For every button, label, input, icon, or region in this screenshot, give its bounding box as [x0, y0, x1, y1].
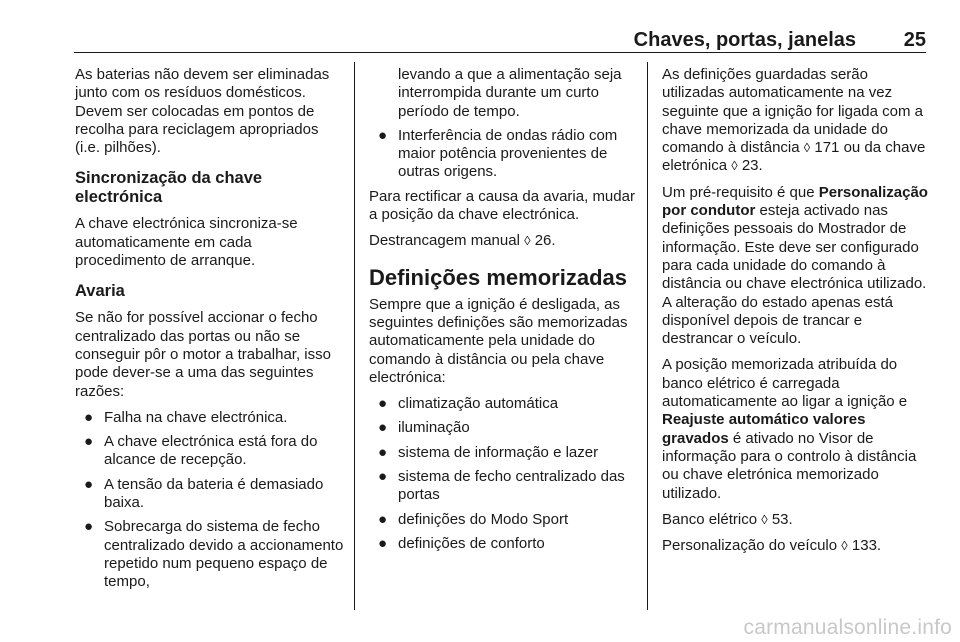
bullet-icon: ●	[84, 518, 94, 536]
list-item: ● sistema de fecho centralizado das portas	[378, 468, 625, 504]
sync-text: A chave electrónica sincroniza-se automaticamente em cada procedimento de arranque.	[75, 215, 298, 270]
memorized-intro: Sempre que a ignição é desligada, as seguintes definições são memorizadas automaticamente pela unidade do comando à distância ou pela chave electrónica:	[369, 295, 628, 386]
page-number: 25	[903, 29, 926, 51]
battery-disposal-text: As baterias não devem ser eliminadas junto com os resíduos domésticos. Devem ser colocadas em pontos de recolha para reciclagem apropriados (i.e. pilhões).	[75, 66, 330, 157]
bullet-icon: ●	[378, 419, 388, 437]
list-item: ● climatização automática	[378, 395, 559, 413]
bullet-icon: ●	[84, 433, 94, 451]
bullet-icon: ●	[378, 126, 388, 144]
list-continuation: levando a que a alimentação seja interrompida durante um curto período de tempo.	[398, 66, 622, 120]
bullet-icon: ●	[84, 475, 94, 493]
manual-unlock-ref: Destrancagem manual ◊ 26.	[369, 232, 556, 250]
page-header	[74, 0, 926, 50]
list-item: ● iluminação	[378, 419, 470, 437]
list-item: ● Falha na chave electrónica.	[84, 408, 288, 426]
xref-icon: ◊	[841, 538, 848, 554]
prerequisite-text: Um pré-requisito é que Personalização por condutor esteja activado nas definições pessoais do Mostrador de informação. Este deve ser configurado para cada unidade do comando à distância ou chave electrónica utilizado. A alteração do estado apenas está disponível depois de trancar e destrancar o veículo.	[662, 183, 928, 348]
stored-settings-text: As definições guardadas serão utilizadas automaticamente na vez seguinte que a ignição for ligada com a chave memorizada da unidade do comando à distância ◊ 171 ou da chave eletrónica ◊ 23.	[662, 66, 926, 175]
bullet-icon: ●	[378, 534, 388, 552]
bullet-icon: ●	[84, 408, 94, 426]
rectify-text: Para rectificar a causa da avaria, mudar a posição da chave electrónica.	[369, 187, 635, 224]
seat-ref: Banco elétrico ◊ 53.	[662, 510, 793, 528]
column-2	[369, 66, 637, 559]
xref-icon: ◊	[524, 233, 531, 249]
page-link[interactable]: 23.	[741, 157, 763, 175]
list-item: ● A chave electrónica está fora do alcance de recepção.	[84, 433, 318, 469]
list-item: ● Interferência de ondas rádio com maior potência provenientes de outras origens.	[378, 126, 618, 181]
list-item: ● A tensão da bateria é demasiado baixa.	[84, 475, 324, 512]
page-link[interactable]: 171 ou da chave eletrónica	[662, 139, 926, 175]
xref-icon: ◊	[803, 140, 811, 156]
page-link[interactable]: 26.	[534, 232, 556, 250]
section-title: Chaves, portas, janelas	[633, 29, 856, 51]
list-item: ● definições do Modo Sport	[378, 510, 569, 528]
list-item: ● Sobrecarga do sistema de fecho centralizado devido a accionamento repetido num pequeno espaço de tempo,	[84, 518, 344, 591]
bullet-icon: ●	[378, 468, 388, 486]
heading-memorized-settings: Definições memorizadas	[369, 264, 627, 290]
xref-icon: ◊	[761, 511, 768, 527]
heading-sync: Sincronização da chave electrónica	[75, 169, 263, 207]
avaria-text: Se não for possível accionar o fecho centralizado das portas ou não se conseguir pôr o motor a trabalhar, isso pode dever-se a uma das seguintes razões:	[75, 309, 331, 400]
watermark: carmanualsonline.info	[743, 616, 952, 639]
setting-name: Personalização por condutor	[662, 183, 928, 220]
seat-position-text: A posição memorizada atribuída do banco elétrico é carregada automaticamente ao ligar a ignição e Reajuste automático valores gravados é ativado no Visor de informação para o controlo à distância ou chave eletrónica memorizado utilizado.	[662, 356, 917, 502]
page-link[interactable]: 133.	[851, 537, 882, 555]
column-3	[662, 66, 932, 563]
setting-name: Reajuste automático valores gravados	[662, 411, 866, 447]
bullet-icon: ●	[378, 510, 388, 528]
avaria-list	[75, 409, 345, 592]
header-divider	[74, 52, 926, 53]
xref-icon: ◊	[731, 158, 738, 174]
column-divider-2	[647, 62, 648, 610]
bullet-icon: ●	[378, 395, 388, 413]
memorized-list	[369, 395, 637, 553]
list-item: ● definições de conforto	[378, 534, 545, 552]
interference-list	[369, 127, 637, 182]
column-divider-1	[354, 62, 355, 610]
bullet-icon: ●	[378, 443, 388, 461]
page-link[interactable]: 53.	[771, 510, 793, 528]
heading-avaria: Avaria	[75, 282, 125, 301]
column-1	[75, 66, 345, 598]
personalization-ref: Personalização do veículo ◊ 133.	[662, 537, 882, 555]
list-item: ● sistema de informação e lazer	[378, 443, 599, 461]
